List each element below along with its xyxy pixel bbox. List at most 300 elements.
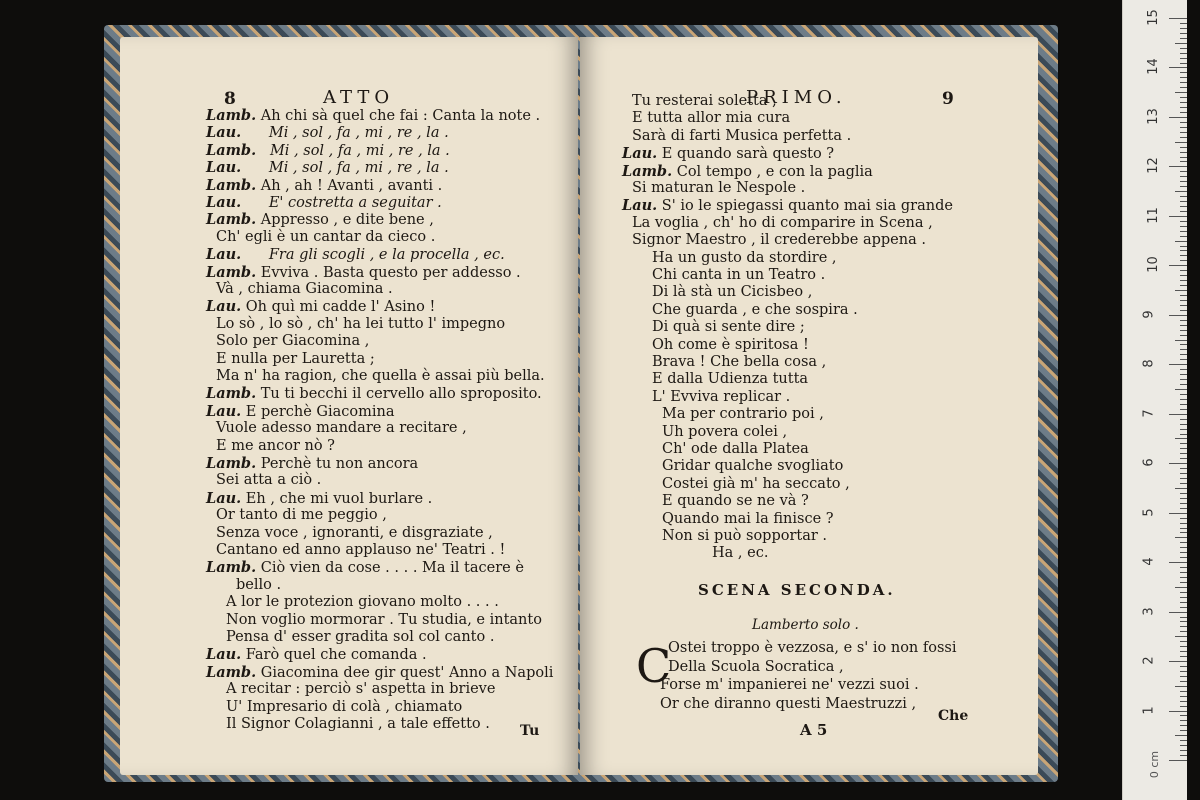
speaker-label: Lamb. xyxy=(206,663,257,681)
text-line xyxy=(206,246,505,264)
line-text: Evviva . Basta questo per addesso . xyxy=(256,264,521,281)
text-line xyxy=(226,699,462,716)
ruler-tick xyxy=(1180,597,1187,598)
ruler-tick xyxy=(1180,671,1187,672)
speaker-label: Lau. xyxy=(206,124,242,142)
text-line xyxy=(206,211,434,229)
line-text: Ma n' ha ragion, che quella è assai più bella. xyxy=(216,368,545,384)
line-text: Ciò vien da cose . . . . Ma il tacere è xyxy=(256,560,524,577)
ruler-tick xyxy=(1180,419,1187,420)
ruler-tick xyxy=(1175,488,1187,489)
ruler-tick xyxy=(1180,176,1187,177)
ruler-number: 3 xyxy=(1141,606,1157,616)
ruler-tick xyxy=(1180,330,1187,331)
ruler-tick xyxy=(1180,681,1187,682)
text-line: Della Scuola Socratica , xyxy=(668,658,844,675)
speaker-label: Lau. xyxy=(206,246,242,264)
ruler-tick xyxy=(1180,656,1187,657)
line-text: Oh come è spiritosa ! xyxy=(652,336,809,353)
ruler-tick xyxy=(1180,730,1187,731)
ruler-tick xyxy=(1180,740,1187,741)
ruler-tick xyxy=(1169,67,1187,68)
line-text: Eh , che mi vuol burlare . xyxy=(241,490,433,507)
ruler-number: 1 xyxy=(1141,705,1157,715)
ruler-tick xyxy=(1180,112,1187,113)
ruler-tick xyxy=(1180,97,1187,98)
line-text: Ma per contrario poi , xyxy=(662,406,824,423)
text-line xyxy=(216,420,467,437)
line-text: Chi canta in un Teatro . xyxy=(652,267,826,283)
ruler-tick xyxy=(1175,142,1187,143)
ruler-tick xyxy=(1180,161,1187,162)
speaker-label: Lau. xyxy=(206,489,242,507)
ruler-tick xyxy=(1180,171,1187,172)
line-text: L' Evviva replicar . xyxy=(652,388,791,405)
line-text: Sarà di farti Musica perfetta . xyxy=(632,127,852,144)
speaker-label: Lau. xyxy=(206,159,242,177)
ruler-tick xyxy=(1180,300,1187,301)
right-page xyxy=(580,37,1038,775)
line-text: E dalla Udienza tutta xyxy=(652,371,809,388)
ruler-tick xyxy=(1180,483,1187,484)
ruler-tick xyxy=(1169,18,1187,19)
text-line xyxy=(652,354,826,371)
ruler-tick xyxy=(1180,137,1187,138)
drop-cap: C xyxy=(636,639,672,693)
ruler-tick xyxy=(1180,181,1187,182)
text-line xyxy=(206,403,395,421)
ruler-tick xyxy=(1180,468,1187,469)
ruler-tick xyxy=(1180,305,1187,306)
line-text: A recitar : perciò s' aspetta in brieve xyxy=(226,681,496,698)
text-line xyxy=(206,177,442,195)
ruler-tick xyxy=(1180,478,1187,479)
ruler-tick xyxy=(1180,518,1187,519)
ruler-tick xyxy=(1175,587,1187,588)
ruler-tick xyxy=(1180,246,1187,247)
ruler-number: 10 xyxy=(1145,256,1161,274)
speaker-label: Lamb. xyxy=(206,263,257,281)
ruler-tick xyxy=(1180,344,1187,345)
text-line xyxy=(216,438,335,455)
ruler-number: 12 xyxy=(1145,157,1161,175)
ruler-tick xyxy=(1180,33,1187,34)
text-line xyxy=(662,528,827,545)
ruler-tick xyxy=(1180,221,1187,222)
running-head: PRIMO. xyxy=(746,87,847,108)
text-line xyxy=(226,612,542,629)
ruler-tick xyxy=(1169,661,1187,662)
ruler-tick xyxy=(1180,473,1187,474)
ruler-tick xyxy=(1180,147,1187,148)
ruler-tick xyxy=(1180,384,1187,385)
ruler-tick xyxy=(1180,409,1187,410)
text-line xyxy=(216,333,369,350)
ruler-tick xyxy=(1175,389,1187,390)
ruler-tick xyxy=(1180,53,1187,54)
line-text: Ha , ec. xyxy=(712,545,769,562)
ruler-tick xyxy=(1180,206,1187,207)
ruler-number: 14 xyxy=(1145,58,1161,76)
ruler-tick xyxy=(1175,686,1187,687)
line-text: Senza voce , ignoranti, e disgraziate , xyxy=(216,524,493,541)
ruler-tick xyxy=(1180,453,1187,454)
ruler-tick xyxy=(1180,646,1187,647)
ruler-number: 8 xyxy=(1141,359,1157,368)
ruler-tick xyxy=(1169,364,1187,365)
text-line xyxy=(632,215,933,232)
text-line xyxy=(652,284,812,301)
text-line xyxy=(652,250,837,267)
speaker-label: Lamb. xyxy=(206,211,257,229)
ruler-tick xyxy=(1180,602,1187,603)
line-text: Pensa d' esser gradita sol col canto . xyxy=(226,629,495,645)
ruler-tick xyxy=(1180,706,1187,707)
ruler-tick xyxy=(1175,241,1187,242)
ruler-tick xyxy=(1180,102,1187,103)
ruler-tick xyxy=(1180,434,1187,435)
text-line xyxy=(206,264,521,282)
text-line xyxy=(622,145,834,163)
page-number: 9 xyxy=(942,89,954,109)
scene-subtitle: Lamberto solo . xyxy=(752,617,859,633)
ruler-tick xyxy=(1180,498,1187,499)
line-text: Uh povera colei , xyxy=(662,423,788,440)
ruler-number: 5 xyxy=(1141,508,1157,517)
ruler-tick xyxy=(1180,275,1187,276)
ruler-tick xyxy=(1180,250,1187,251)
ruler-number: 4 xyxy=(1141,557,1157,566)
speaker-label: Lamb. xyxy=(206,559,257,577)
text-line xyxy=(216,542,505,559)
line-text: A lor le protezion giovano molto . . . . xyxy=(226,594,499,611)
line-text: E me ancor nò ? xyxy=(216,437,335,454)
text-line xyxy=(632,93,777,110)
line-text: Brava ! Che bella cosa , xyxy=(652,354,827,370)
line-text: Lo sò , lo sò , ch' ha lei tutto l' impegno xyxy=(216,315,506,332)
ruler-tick xyxy=(1169,760,1187,761)
ruler-tick xyxy=(1180,270,1187,271)
text-line xyxy=(652,302,858,319)
text-line xyxy=(206,455,418,473)
ruler-tick xyxy=(1169,166,1187,167)
text-line xyxy=(652,319,805,336)
text-line xyxy=(216,472,321,489)
ruler-tick xyxy=(1180,429,1187,430)
scene-title: SCENA SECONDA. xyxy=(698,581,896,599)
ruler-tick xyxy=(1180,48,1187,49)
ruler-tick xyxy=(1180,201,1187,202)
ruler-tick xyxy=(1180,631,1187,632)
line-text: Col tempo , e con la paglia xyxy=(672,163,873,180)
ruler-tick xyxy=(1169,463,1187,464)
line-text: Mi , sol , fa , mi , re , la . xyxy=(241,125,449,142)
ruler-tick xyxy=(1180,260,1187,261)
speaker-label: Lau. xyxy=(206,298,242,316)
line-text: E tutta allor mia cura xyxy=(632,110,791,127)
line-text: E quando se ne và ? xyxy=(662,493,809,510)
ruler-tick xyxy=(1180,404,1187,405)
ruler-tick xyxy=(1180,325,1187,326)
ruler-tick xyxy=(1180,641,1187,642)
ruler-tick xyxy=(1180,152,1187,153)
line-text: Mi , sol , fa , mi , re , la . xyxy=(256,142,450,159)
ruler-tick xyxy=(1180,394,1187,395)
text-line xyxy=(662,424,787,441)
speaker-label: Lamb. xyxy=(622,162,673,180)
signature-mark: A 5 xyxy=(800,721,828,739)
line-text: Gridar qualche svogliato xyxy=(662,458,844,475)
ruler-tick xyxy=(1180,28,1187,29)
ruler-tick xyxy=(1180,285,1187,286)
text-line xyxy=(216,229,435,246)
ruler-tick xyxy=(1180,58,1187,59)
ruler-tick xyxy=(1175,43,1187,44)
ruler-tick xyxy=(1180,122,1187,123)
ruler-tick xyxy=(1180,755,1187,756)
ruler-tick xyxy=(1180,607,1187,608)
ruler-tick xyxy=(1180,542,1187,543)
ruler-tick xyxy=(1175,92,1187,93)
ruler-tick xyxy=(1169,612,1187,613)
line-text: Or tanto di me peggio , xyxy=(216,507,387,524)
line-text: Sei atta a ciò . xyxy=(216,472,322,489)
ruler-tick xyxy=(1180,107,1187,108)
line-text: Non si può sopportar . xyxy=(662,528,828,544)
text-line xyxy=(236,577,281,594)
ruler-tick xyxy=(1180,231,1187,232)
ruler-tick xyxy=(1180,82,1187,83)
line-text: U' Impresario di colà , chiamato xyxy=(226,698,463,715)
ruler-tick xyxy=(1180,196,1187,197)
ruler-tick xyxy=(1180,617,1187,618)
ruler-tick xyxy=(1180,750,1187,751)
ruler-tick xyxy=(1180,621,1187,622)
ruler-number: 11 xyxy=(1145,207,1161,224)
ruler-tick xyxy=(1175,191,1187,192)
line-text: Ch' ode dalla Platea xyxy=(662,441,809,457)
ruler-tick xyxy=(1180,310,1187,311)
ruler-tick xyxy=(1180,720,1187,721)
line-text: Ah chi sà quel che fai : Canta la note . xyxy=(256,108,541,124)
ruler-tick xyxy=(1180,696,1187,697)
speaker-label: Lau. xyxy=(206,402,242,420)
line-text: La voglia , ch' ho di comparire in Scena , xyxy=(632,214,933,231)
text-line xyxy=(216,351,375,368)
text-line xyxy=(662,441,809,458)
ruler-tick xyxy=(1180,226,1187,227)
text-line xyxy=(662,493,809,510)
ruler-tick xyxy=(1180,369,1187,370)
ruler-tick xyxy=(1180,23,1187,24)
ruler-tick xyxy=(1180,359,1187,360)
ruler-tick xyxy=(1180,552,1187,553)
ruler-tick xyxy=(1180,38,1187,39)
ruler-number: 13 xyxy=(1145,108,1161,125)
ruler-tick xyxy=(1180,557,1187,558)
text-line xyxy=(652,389,790,406)
text-line xyxy=(206,107,540,125)
ruler-tick xyxy=(1180,399,1187,400)
line-text: Mi , sol , fa , mi , re , la . xyxy=(241,160,449,177)
ruler-tick xyxy=(1180,157,1187,158)
text-line xyxy=(226,629,494,646)
text-line xyxy=(206,142,450,160)
ruler-tick xyxy=(1180,335,1187,336)
line-text: Solo per Giacomina , xyxy=(216,333,370,350)
ruler-tick xyxy=(1180,666,1187,667)
line-text: Giacomina dee gir quest' Anno a Napoli xyxy=(256,664,554,681)
line-text: Fra gli scogli , e la procella , ec. xyxy=(241,247,505,264)
ruler-tick xyxy=(1180,528,1187,529)
ruler-tick xyxy=(1180,745,1187,746)
ruler-tick xyxy=(1180,715,1187,716)
text-line xyxy=(206,298,435,316)
text-line xyxy=(226,716,490,733)
line-text: Farò quel che comanda . xyxy=(241,647,427,664)
catchword: Tu xyxy=(520,723,540,739)
ruler-tick xyxy=(1180,582,1187,583)
running-head: ATTO xyxy=(323,87,395,108)
speaker-label: Lau. xyxy=(206,194,242,211)
line-text: Signor Maestro , il crederebbe appena . xyxy=(632,232,926,249)
ruler-tick xyxy=(1169,117,1187,118)
page-number: 8 xyxy=(224,89,236,109)
ruler-tick xyxy=(1180,676,1187,677)
text-line xyxy=(216,368,545,385)
line-text: Tu ti becchi il cervello allo sproposito. xyxy=(256,386,542,403)
line-text: E perchè Giacomina xyxy=(241,403,395,420)
text-line xyxy=(206,124,449,142)
ruler-tick xyxy=(1180,354,1187,355)
line-text: bello . xyxy=(236,576,282,593)
ruler-tick xyxy=(1180,651,1187,652)
ruler-tick xyxy=(1180,448,1187,449)
text-line xyxy=(632,232,926,249)
line-text: Di quà si sente dire ; xyxy=(652,319,805,336)
text-line xyxy=(206,664,553,682)
ruler-tick xyxy=(1180,503,1187,504)
line-text: Ha un gusto da stordire , xyxy=(652,249,837,266)
text-line xyxy=(632,110,790,127)
line-text: Ch' egli è un cantar da cieco . xyxy=(216,228,436,245)
text-line xyxy=(662,511,834,528)
speaker-label: Lamb. xyxy=(206,385,257,403)
ruler-tick xyxy=(1180,523,1187,524)
ruler-tick xyxy=(1180,725,1187,726)
ruler-tick xyxy=(1180,508,1187,509)
text-line xyxy=(216,316,505,333)
ruler-tick xyxy=(1175,636,1187,637)
ruler-tick xyxy=(1180,493,1187,494)
text-line: Ostei troppo è vezzosa, e s' io non fossi xyxy=(668,640,957,656)
ruler-tick xyxy=(1180,280,1187,281)
line-text: E nulla per Lauretta ; xyxy=(216,350,375,367)
text-line xyxy=(662,406,824,423)
text-line: Or che diranno questi Maestruzzi , xyxy=(660,695,917,712)
ruler-tick xyxy=(1180,236,1187,237)
ruler-tick xyxy=(1180,567,1187,568)
speaker-label: Lau. xyxy=(622,197,658,215)
line-text: Appresso , e dite bene , xyxy=(256,212,434,229)
ruler-tick xyxy=(1180,186,1187,187)
line-text: Di là stà un Cicisbeo , xyxy=(652,284,813,301)
ruler-tick xyxy=(1169,414,1187,415)
text-line xyxy=(662,458,843,475)
line-text: Il Signor Colagianni , a tale effetto . xyxy=(226,716,490,732)
ruler-tick xyxy=(1180,379,1187,380)
ruler-number: 7 xyxy=(1141,409,1157,418)
line-text: E' costretta a seguitar . xyxy=(241,195,442,211)
ruler-tick xyxy=(1180,87,1187,88)
line-text: S' io le spiegassi quanto mai sia grande xyxy=(657,198,953,215)
text-line xyxy=(226,594,499,611)
ruler-tick xyxy=(1180,424,1187,425)
ruler-tick xyxy=(1180,63,1187,64)
text-line xyxy=(206,385,542,403)
ruler-tick xyxy=(1180,691,1187,692)
ruler-number: 15 xyxy=(1145,9,1161,26)
ruler-tick xyxy=(1180,320,1187,321)
text-line xyxy=(622,197,953,215)
ruler-tick xyxy=(1180,701,1187,702)
text-line xyxy=(652,267,825,284)
ruler-tick xyxy=(1169,216,1187,217)
text-line xyxy=(216,525,493,542)
ruler-tick xyxy=(1180,77,1187,78)
ruler-tick xyxy=(1180,72,1187,73)
line-text: Tu resterai soletta , xyxy=(632,93,777,109)
line-text: Vuole adesso mandare a recitare , xyxy=(216,420,467,437)
ruler-unit: 0 cm xyxy=(1148,750,1162,779)
ruler-tick xyxy=(1180,532,1187,533)
text-line xyxy=(216,281,393,298)
speaker-label: Lamb. xyxy=(206,107,257,124)
text-line xyxy=(662,476,850,493)
line-text: Si maturan le Nespole . xyxy=(632,180,806,196)
ruler-tick xyxy=(1169,711,1187,712)
ruler-tick xyxy=(1169,513,1187,514)
ruler-tick xyxy=(1180,577,1187,578)
line-text: Oh quì mi cadde l' Asino ! xyxy=(241,299,436,316)
line-text: Perchè tu non ancora xyxy=(256,456,419,472)
ruler-tick xyxy=(1169,315,1187,316)
ruler-tick xyxy=(1175,438,1187,439)
ruler-tick xyxy=(1180,132,1187,133)
ruler-tick xyxy=(1180,211,1187,212)
ruler-tick xyxy=(1180,349,1187,350)
catchword: Che xyxy=(938,708,969,724)
ruler-number: 9 xyxy=(1141,310,1157,319)
speaker-label: Lamb. xyxy=(206,176,257,194)
ruler-tick xyxy=(1180,458,1187,459)
line-text: Cantano ed anno applauso ne' Teatri . ! xyxy=(216,542,506,558)
ruler-tick xyxy=(1180,572,1187,573)
ruler-tick xyxy=(1180,443,1187,444)
text-line xyxy=(622,163,873,181)
text-line: Forse m' impanierei ne' vezzi suoi . xyxy=(660,677,919,693)
line-text: Quando mai la finisce ? xyxy=(662,510,834,527)
ruler-tick xyxy=(1175,340,1187,341)
ruler-tick xyxy=(1175,735,1187,736)
ruler-tick xyxy=(1180,374,1187,375)
ruler-tick xyxy=(1169,562,1187,563)
ruler-tick xyxy=(1180,295,1187,296)
ruler-tick xyxy=(1180,547,1187,548)
line-text: Costei già m' ha seccato , xyxy=(662,475,850,492)
ruler-tick xyxy=(1169,265,1187,266)
line-text: Non voglio mormorar . Tu studia, e intanto xyxy=(226,611,542,628)
